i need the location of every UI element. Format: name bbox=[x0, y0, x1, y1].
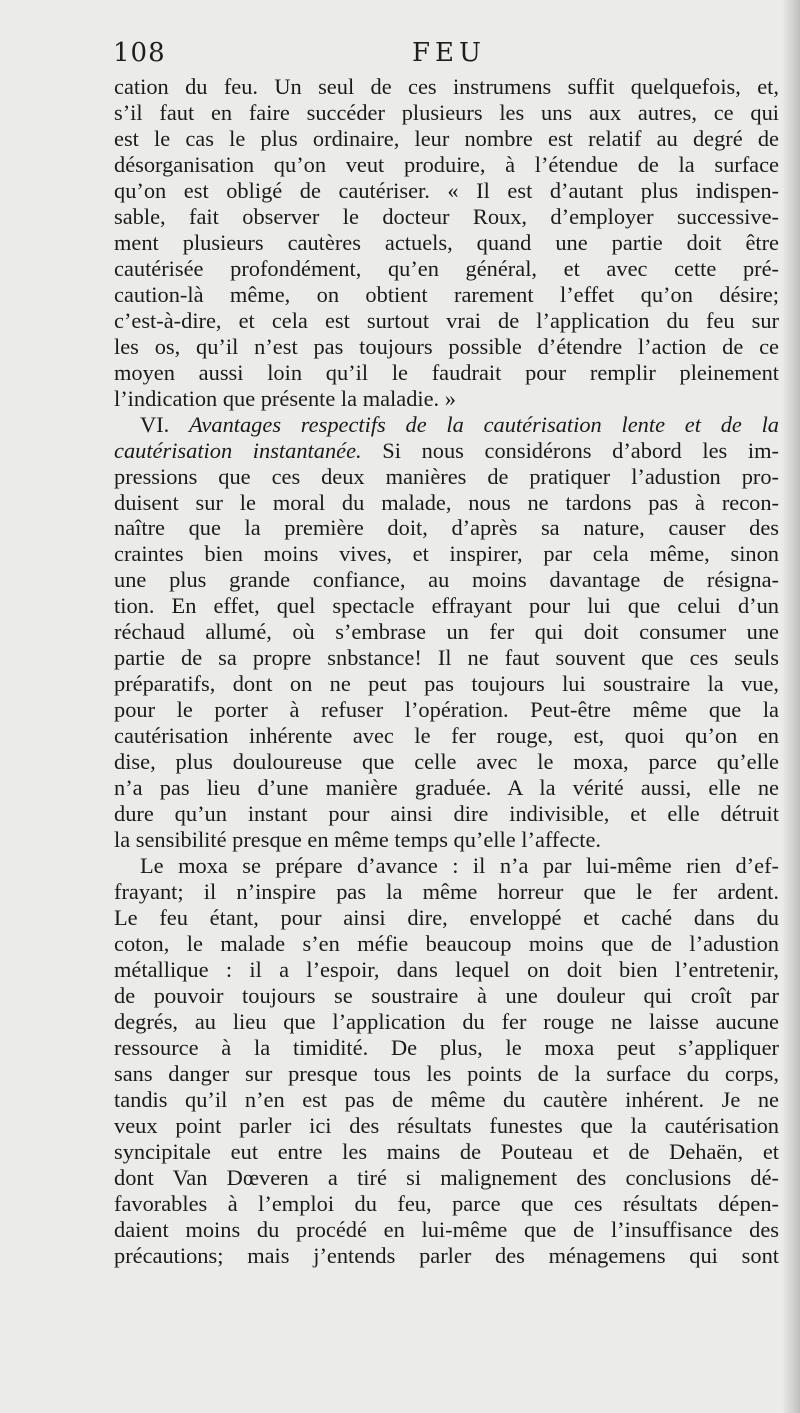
text-line: veux point parler ici des résultats funestes que la cautérisation bbox=[114, 1112, 779, 1138]
text-line: cautérisée profondément, qu’en général, et avec cette pré- bbox=[114, 255, 779, 281]
text-line: la sensibilité presque en même temps qu’elle l’affecte. bbox=[114, 827, 602, 853]
text-line: dont Van Dœveren a tiré si malignement des conclusions dé- bbox=[114, 1164, 779, 1190]
text-line: l’indication que présente la maladie. » bbox=[114, 385, 456, 411]
text-line: s’il faut en faire succéder plusieurs les uns aux autres, ce qui bbox=[114, 99, 779, 125]
text-line: pressions que ces deux manières de pratiquer l’adustion pro- bbox=[114, 463, 779, 489]
text-line: daient moins du procédé en lui-même que de l’insuffisance des bbox=[114, 1216, 779, 1242]
text-line: réchaud allumé, où s’embrase un fer qui doit consumer une bbox=[114, 619, 779, 645]
text-line: désorganisation qu’on veut produire, à l’étendue de la surface bbox=[114, 151, 779, 177]
text-line: coton, le malade s’en méfie beaucoup moins que de l’adustion bbox=[114, 930, 779, 956]
text-line: cation du feu. Un seul de ces instrumens suffit quelquefois, et, bbox=[114, 74, 779, 99]
page-header bbox=[0, 38, 800, 74]
text-line: Le feu étant, pour ainsi dire, enveloppé et caché dans du bbox=[114, 905, 779, 930]
text-line: caution-là même, on obtient rarement l’effet qu’on désire; bbox=[114, 281, 779, 307]
text-line: ment plusieurs cautères actuels, quand une partie doit être bbox=[114, 229, 779, 255]
text-line: dure qu’un instant pour ainsi dire indivisible, et elle détruit bbox=[114, 801, 779, 827]
text-line: qu’on est obligé de cautériser. « Il est d’autant plus indispen- bbox=[114, 177, 779, 203]
text-line: une plus grande confiance, au moins davantage de résigna- bbox=[114, 567, 779, 593]
text-line: n’a pas lieu d’une manière graduée. A la vérité aussi, elle ne bbox=[114, 775, 779, 801]
section-title-continued: cautérisation instantanée. bbox=[114, 437, 362, 463]
text-line: métallique : il a l’espoir, dans lequel on doit bien l’entretenir, bbox=[114, 956, 779, 982]
text-line: sans danger sur presque tous les points de la surface du corps, bbox=[114, 1060, 779, 1086]
text-line: partie de sa propre snbstance! Il ne faut souvent que ces seuls bbox=[114, 645, 779, 671]
text-line: est le cas le plus ordinaire, leur nombre est relatif au degré de bbox=[114, 125, 779, 151]
text-line: duisent sur le moral du malade, nous ne tardons pas à recon- bbox=[114, 489, 779, 515]
page-number: 108 bbox=[113, 38, 166, 68]
text-line: naître que la première doit, d’après sa nature, causer des bbox=[114, 515, 779, 541]
text-line: sable, fait observer le docteur Roux, d’employer successive- bbox=[114, 203, 779, 229]
text-line: syncipitale eut entre les mains de Pouteau et de Dehaën, et bbox=[114, 1138, 779, 1164]
text-line: dise, plus douloureuse que celle avec le moxa, parce qu’elle bbox=[114, 749, 779, 775]
text-line: craintes bien moins vives, et inspirer, par cela même, sinon bbox=[114, 541, 779, 567]
section-heading-line bbox=[114, 438, 779, 464]
text-line: les os, qu’il n’est pas toujours possible d’étendre l’action de ce bbox=[114, 333, 779, 359]
section-heading-line bbox=[114, 412, 779, 438]
text-line: préparatifs, dont on ne peut pas toujours lui soustraire la vue, bbox=[114, 671, 779, 697]
text-line: moyen aussi loin qu’il le faudrait pour remplir pleinement bbox=[114, 359, 779, 385]
section-number: VI. bbox=[140, 411, 170, 437]
text-line: de pouvoir toujours se soustraire à une douleur qui croît par bbox=[114, 982, 779, 1008]
text-line: cautérisation inhérente avec le fer rouge, est, quoi qu’on en bbox=[114, 723, 779, 749]
text-line: degrés, au lieu que l’application du fer rouge ne laisse aucune bbox=[114, 1008, 779, 1034]
text-line: tion. En effet, quel spectacle effrayant pour lui que celui d’un bbox=[114, 593, 779, 619]
section-text: Si nous considérons d’abord les im- bbox=[382, 437, 779, 463]
section-title: Avantages respectifs de la cautérisation lente et de la bbox=[189, 411, 779, 437]
text-line: c’est-à-dire, et cela est surtout vrai de l’application du feu sur bbox=[114, 307, 779, 333]
text-line: Le moxa se prépare d’avance : il n’a par lui-même rien d’ef- bbox=[140, 853, 779, 879]
body-text bbox=[114, 74, 779, 1269]
text-line: ressource à la timidité. De plus, le moxa peut s’appliquer bbox=[114, 1034, 779, 1060]
running-head: FEU bbox=[412, 38, 486, 68]
text-line: frayant; il n’inspire pas la même horreur que le fer ardent. bbox=[114, 879, 779, 905]
text-line: favorables à l’emploi du feu, parce que ces résultats dépen- bbox=[114, 1190, 779, 1216]
page-edge-shadow bbox=[782, 0, 800, 1413]
text-line: pour le porter à refuser l’opération. Peut-être même que la bbox=[114, 697, 779, 723]
text-line: précautions; mais j’entends parler des ménagemens qui sont bbox=[114, 1242, 779, 1268]
text-line: tandis qu’il n’en est pas de même du cautère inhérent. Je ne bbox=[114, 1086, 779, 1112]
